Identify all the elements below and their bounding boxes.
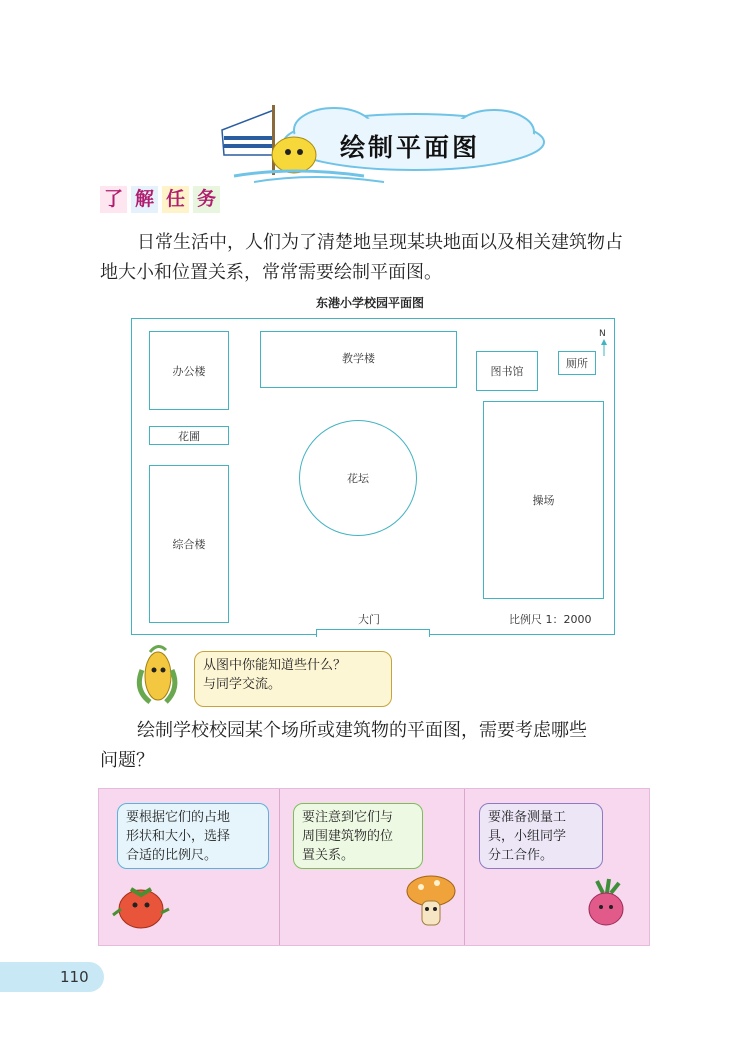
- tip-1-line-2: 形状和大小，选择: [126, 829, 231, 844]
- tip-3-line-2: 具，小组同学: [488, 829, 567, 844]
- teaching-building: [260, 331, 457, 388]
- tip-bubble-2: [293, 803, 423, 869]
- section-heading-char: 解: [131, 186, 158, 213]
- tip-2-line-1: 要注意到它们与: [302, 810, 394, 825]
- flowerbed-label: 花坛: [347, 472, 369, 485]
- mushroom-mascot-icon: [405, 871, 457, 933]
- mascot-speech-bubble: [194, 651, 392, 707]
- panel-divider: [279, 789, 280, 945]
- tip-bubble-1: [117, 803, 269, 869]
- toilet-label: 厕所: [566, 357, 588, 370]
- north-arrow-icon: [600, 339, 608, 357]
- campus-map: [131, 318, 615, 635]
- tip-1-line-1: 要根据它们的占地: [126, 810, 231, 825]
- scale-label: 比例尺 1：2000: [509, 613, 592, 626]
- corn-mascot-icon: [132, 640, 190, 706]
- tip-bubble-3: [479, 803, 603, 869]
- flowerbed: [299, 420, 417, 536]
- question-line-2: 问题？: [100, 750, 154, 771]
- tip-3-line-3: 分工合作。: [488, 848, 554, 863]
- map-title: 东港小学校园平面图: [315, 296, 424, 310]
- playground: [483, 401, 604, 599]
- tomato-mascot-icon: [109, 875, 173, 935]
- section-heading-char: 务: [193, 186, 220, 213]
- office-building: [149, 331, 229, 410]
- library-label: 图书馆: [490, 365, 524, 378]
- tip-2-line-2: 周围建筑物的位: [302, 829, 394, 844]
- question-line-1: 绘制学校校园某个场所或建筑物的平面图，需要考虑哪些: [137, 720, 587, 741]
- garden-label: 花圃: [178, 429, 200, 443]
- toilet-building: [558, 351, 596, 375]
- section-heading: [100, 186, 220, 214]
- gate: [316, 629, 430, 637]
- gate-label: 大门: [358, 613, 380, 626]
- mascot-bubble-line-1: 从图中你能知道些什么？: [203, 658, 347, 673]
- playground-label: 操场: [532, 494, 555, 507]
- complex-building: [149, 465, 229, 623]
- garden-plot: [149, 426, 229, 445]
- tip-1-line-3: 合适的比例尺。: [126, 848, 218, 863]
- radish-mascot-icon: [581, 877, 629, 929]
- section-heading-char: 任: [162, 186, 189, 213]
- library-building: [476, 351, 538, 391]
- teaching-building-label: 教学楼: [342, 352, 375, 365]
- page-number: 110: [60, 968, 89, 986]
- office-building-label: 办公楼: [172, 364, 206, 378]
- page-title: 绘制平面图: [340, 133, 481, 162]
- intro-line-2: 地大小和位置关系，常常需要绘制平面图。: [100, 262, 442, 283]
- tips-panel: [98, 788, 650, 946]
- section-heading-char: 了: [100, 186, 127, 213]
- mascot-bubble-line-2: 与同学交流。: [203, 677, 282, 692]
- tip-2-line-3: 置关系。: [302, 848, 355, 863]
- panel-divider: [464, 789, 465, 945]
- north-label: N: [599, 329, 606, 339]
- intro-line-1: 日常生活中，人们为了清楚地呈现某块地面以及相关建筑物占: [137, 232, 623, 253]
- complex-building-label: 综合楼: [172, 538, 206, 551]
- tip-3-line-1: 要准备测量工: [488, 810, 567, 825]
